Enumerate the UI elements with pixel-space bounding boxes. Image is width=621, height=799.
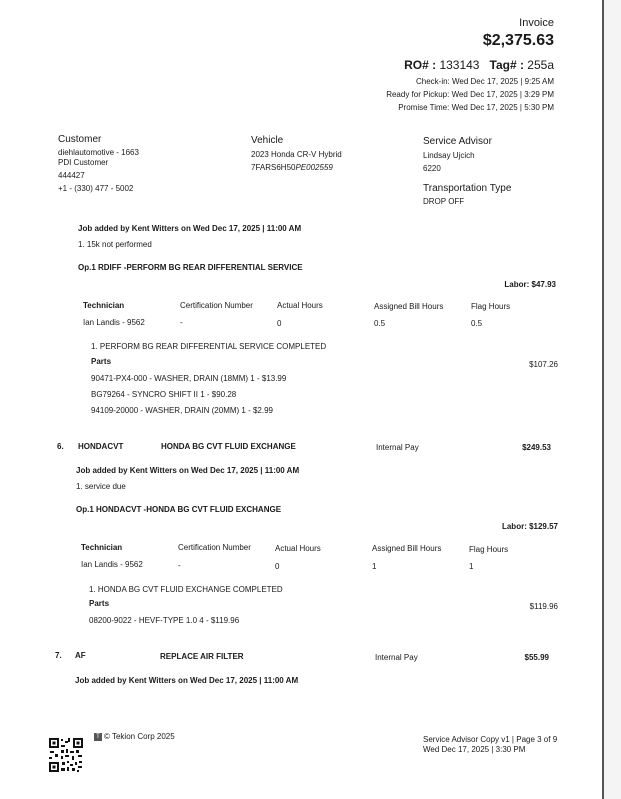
- customer-phone: +1 - (330) 477 - 5002: [58, 184, 134, 193]
- tag-number: 255a: [527, 58, 554, 72]
- job6-parts-total: $119.96: [529, 602, 558, 611]
- copyright-text: © Tekion Corp 2025: [104, 732, 175, 741]
- job7-added-by: Job added by Kent Witters on Wed Dec 17, 2025 | 11:00 AM: [75, 676, 299, 685]
- job6-note: 1. service due: [76, 482, 126, 491]
- ro-number: 133143: [439, 58, 480, 72]
- job1-op: Op.1 RDIFF -PERFORM BG REAR DIFFERENTIAL SERVICE: [78, 263, 303, 272]
- job6-assigned: 1: [372, 562, 377, 571]
- job6-code: HONDACVT: [78, 442, 124, 451]
- job1-part-3: 94109-20000 - WASHER, DRAIN (20MM) 1 - $2.99: [91, 406, 273, 415]
- ro-label: RO# :: [404, 58, 437, 72]
- job7-code: AF: [75, 651, 86, 660]
- job1-labor: Labor: $47.93: [504, 280, 556, 289]
- ro-tag-line: [404, 58, 554, 72]
- job6-th-actual: Actual Hours: [275, 544, 321, 553]
- advisor-name: Lindsay Ujcich: [423, 151, 475, 160]
- job1-note: 1. 15k not performed: [78, 240, 152, 249]
- promise-time: Promise Time: Wed Dec 17, 2025 | 5:30 PM: [398, 103, 554, 112]
- job1-completed: 1. PERFORM BG REAR DIFFERENTIAL SERVICE COMPLETED: [91, 342, 327, 351]
- customer-name: diehlautomotive - 1663: [58, 148, 139, 157]
- job6-th-cert: Certification Number: [178, 543, 251, 552]
- job6-amount: $249.53: [522, 443, 551, 452]
- transport-heading: Transportation Type: [423, 183, 512, 194]
- job6-th-assigned: Assigned Bill Hours: [372, 544, 442, 553]
- job1-added-by: Job added by Kent Witters on Wed Dec 17, 2025 | 11:00 AM: [78, 224, 302, 233]
- advisor-heading: Service Advisor: [423, 136, 492, 147]
- tekion-logo-icon: T: [94, 733, 102, 741]
- footer-copy-info: Service Advisor Copy v1 | Page 3 of 9: [423, 735, 558, 744]
- vin-suffix: PE002559: [295, 163, 333, 172]
- job6-pay-type: Internal Pay: [376, 443, 419, 452]
- job1-th-flag: Flag Hours: [471, 302, 511, 311]
- footer-printed: Wed Dec 17, 2025 | 3:30 PM: [423, 745, 526, 754]
- transport-type: DROP OFF: [423, 197, 465, 206]
- job6-tech: Ian Landis - 9562: [81, 560, 143, 569]
- vehicle-heading: Vehicle: [251, 135, 284, 146]
- job1-th-cert: Certification Number: [180, 301, 253, 310]
- job6-number: 6.: [57, 442, 64, 451]
- job1-th-actual: Actual Hours: [277, 301, 323, 310]
- qr-code: [48, 737, 84, 773]
- job6-added-by: Job added by Kent Witters on Wed Dec 17, 2025 | 11:00 AM: [76, 466, 300, 475]
- job6-parts-label: Parts: [89, 599, 110, 608]
- job1-th-technician: Technician: [83, 301, 125, 310]
- ready-time: Ready for Pickup: Wed Dec 17, 2025 | 3:29 PM: [386, 90, 554, 99]
- job1-parts-label: Parts: [91, 357, 112, 366]
- job7-pay-type: Internal Pay: [375, 653, 418, 662]
- job6-part-1: 08200-9022 - HEVF-TYPE 1.0 4 - $119.96: [89, 616, 240, 625]
- job7-amount: $55.99: [524, 653, 549, 662]
- job1-cert: -: [180, 318, 183, 327]
- job7-title: REPLACE AIR FILTER: [160, 652, 244, 661]
- checkin-time: Check-in: Wed Dec 17, 2025 | 9:25 AM: [415, 77, 554, 86]
- job6-th-technician: Technician: [81, 543, 123, 552]
- job1-tech: Ian Landis - 9562: [83, 318, 145, 327]
- job6-op: Op.1 HONDACVT -HONDA BG CVT FLUID EXCHANGE: [76, 505, 282, 514]
- tag-label: Tag# :: [489, 58, 524, 72]
- job6-completed: 1. HONDA BG CVT FLUID EXCHANGE COMPLETED: [89, 585, 283, 594]
- job1-actual: 0: [277, 319, 282, 328]
- job6-th-flag: Flag Hours: [469, 545, 509, 554]
- job6-title: HONDA BG CVT FLUID EXCHANGE: [161, 442, 296, 451]
- job1-part-2: BG79264 - SYNCRO SHIFT II 1 - $90.28: [91, 390, 237, 399]
- job6-cert: -: [178, 561, 181, 570]
- job1-assigned: 0.5: [374, 319, 386, 328]
- job6-labor: Labor: $129.57: [501, 522, 558, 531]
- vin-prefix: 7FARS6H50: [251, 163, 296, 172]
- customer-type: PDI Customer: [58, 158, 109, 167]
- advisor-code: 6220: [423, 164, 441, 173]
- job6-flag: 1: [469, 562, 474, 571]
- job1-th-assigned: Assigned Bill Hours: [374, 302, 444, 311]
- job7-number: 7.: [55, 651, 62, 660]
- vehicle-model: 2023 Honda CR-V Hybrid: [251, 150, 342, 159]
- customer-id: 444427: [58, 171, 85, 180]
- invoice-total: $2,375.63: [482, 32, 554, 49]
- footer-copyright: [94, 732, 175, 741]
- job1-part-1: 90471-PX4-000 - WASHER, DRAIN (18MM) 1 - $13.99: [91, 374, 287, 383]
- customer-heading: Customer: [58, 134, 102, 145]
- job1-parts-total: $107.26: [529, 360, 558, 369]
- job6-actual: 0: [275, 562, 280, 571]
- job1-flag: 0.5: [471, 319, 483, 328]
- invoice-title: Invoice: [519, 17, 554, 29]
- vehicle-vin: [251, 163, 333, 172]
